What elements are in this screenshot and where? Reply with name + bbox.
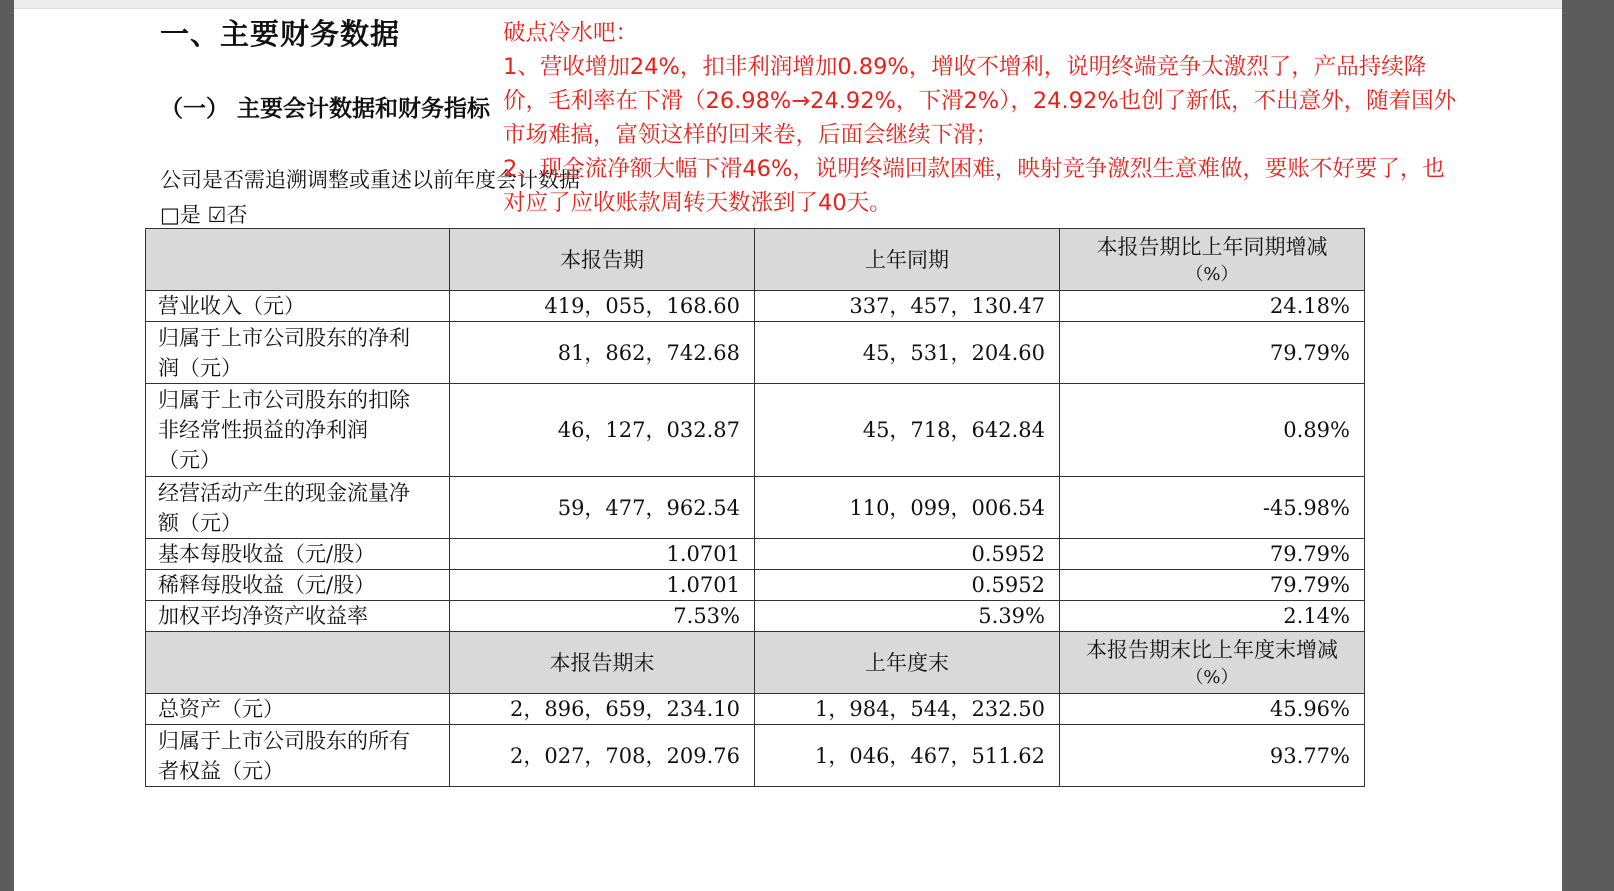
header-current-period: 本报告期 <box>450 229 755 291</box>
row-label: 总资产（元） <box>146 694 450 725</box>
header-change-label: 本报告期比上年同期增减 <box>1096 234 1328 259</box>
annotation-line: 1、营收增加24%，扣非利润增加0.89%，增收不增利，说明终端竞争太激烈了，产品持续降 <box>503 54 1427 80</box>
row-prior-value: 45，718，642.84 <box>755 384 1060 477</box>
header-change-unit: （%） <box>1185 666 1239 688</box>
row-prior-value: 0.5952 <box>755 539 1060 570</box>
row-current-value: 81，862，742.68 <box>450 322 755 384</box>
table-row <box>146 570 1365 601</box>
left-window-border <box>0 0 14 891</box>
red-annotation-comment <box>503 16 1563 220</box>
header-change-label: 本报告期末比上年度末增减 <box>1086 637 1338 662</box>
row-change-value: 93.77% <box>1060 725 1365 787</box>
row-change-value: 24.18% <box>1060 291 1365 322</box>
section-title: 一、主要财务数据 <box>160 17 401 51</box>
row-change-value: 79.79% <box>1060 322 1365 384</box>
row-current-value: 1.0701 <box>450 539 755 570</box>
header-change-unit: （%） <box>1185 263 1239 285</box>
row-prior-value: 110，099，006.54 <box>755 477 1060 539</box>
row-change-value: 2.14% <box>1060 601 1365 632</box>
row-current-value: 59，477，962.54 <box>450 477 755 539</box>
annotation-line: 对应了应收账款周转天数涨到了40天。 <box>503 190 892 216</box>
annotation-line: 2、现金流净额大幅下滑46%，说明终端回款困难，映射竞争激烈生意难做，要账不好要了，也 <box>503 156 1445 182</box>
annotation-line: 市场难搞，富领这样的回来卷，后面会继续下滑； <box>503 122 999 148</box>
table-row <box>146 694 1365 725</box>
row-current-value: 2，896，659，234.10 <box>450 694 755 725</box>
row-current-value: 7.53% <box>450 601 755 632</box>
restatement-answer: □是 ☑否 <box>160 203 248 227</box>
header-corner-cell <box>146 632 450 694</box>
row-current-value: 2，027，708，209.76 <box>450 725 755 787</box>
row-change-value: -45.98% <box>1060 477 1365 539</box>
row-current-value: 419，055，168.60 <box>450 291 755 322</box>
row-label: 基本每股收益（元/股） <box>146 539 450 570</box>
header-change <box>1060 229 1365 291</box>
annotation-line: 破点冷水吧： <box>503 20 639 46</box>
row-prior-value: 0.5952 <box>755 570 1060 601</box>
table-row <box>146 384 1365 477</box>
right-scrollbar-area[interactable] <box>1562 0 1614 891</box>
subsection-title: （一） 主要会计数据和财务指标 <box>160 96 491 122</box>
row-prior-value: 5.39% <box>755 601 1060 632</box>
header-period-end: 本报告期末 <box>450 632 755 694</box>
table-row <box>146 291 1365 322</box>
financial-data-table <box>145 228 1365 787</box>
row-prior-value: 1，984，544，232.50 <box>755 694 1060 725</box>
annotation-line: 价，毛利率在下滑（26.98%→24.92%，下滑2%），24.92%也创了新低，不出意外，随着国外 <box>503 88 1457 114</box>
row-prior-value: 1，046，467，511.62 <box>755 725 1060 787</box>
header-prior-year-end: 上年度末 <box>755 632 1060 694</box>
row-label: 稀释每股收益（元/股） <box>146 570 450 601</box>
row-label: 营业收入（元） <box>146 291 450 322</box>
row-current-value: 1.0701 <box>450 570 755 601</box>
row-label: 加权平均净资产收益率 <box>146 601 450 632</box>
header-corner-cell <box>146 229 450 291</box>
row-change-value: 79.79% <box>1060 539 1365 570</box>
table-row <box>146 725 1365 787</box>
table-row <box>146 539 1365 570</box>
row-prior-value: 45，531，204.60 <box>755 322 1060 384</box>
row-prior-value: 337，457，130.47 <box>755 291 1060 322</box>
header-prior-period: 上年同期 <box>755 229 1060 291</box>
table-row <box>146 477 1365 539</box>
row-change-value: 45.96% <box>1060 694 1365 725</box>
header-change <box>1060 632 1365 694</box>
table-row <box>146 601 1365 632</box>
table-row <box>146 322 1365 384</box>
table-header-row <box>146 632 1365 694</box>
row-label: 经营活动产生的现金流量净 额（元） <box>146 477 450 539</box>
row-label: 归属于上市公司股东的净利 润（元） <box>146 322 450 384</box>
row-change-value: 79.79% <box>1060 570 1365 601</box>
row-label: 归属于上市公司股东的所有 者权益（元） <box>146 725 450 787</box>
row-label: 归属于上市公司股东的扣除 非经常性损益的净利润 （元） <box>146 384 450 477</box>
row-change-value: 0.89% <box>1060 384 1365 477</box>
restatement-question: 公司是否需追溯调整或重述以前年度会计数据 <box>160 168 580 192</box>
table-header-row <box>146 229 1365 291</box>
row-current-value: 46，127，032.87 <box>450 384 755 477</box>
top-toolbar-strip <box>14 0 1562 9</box>
